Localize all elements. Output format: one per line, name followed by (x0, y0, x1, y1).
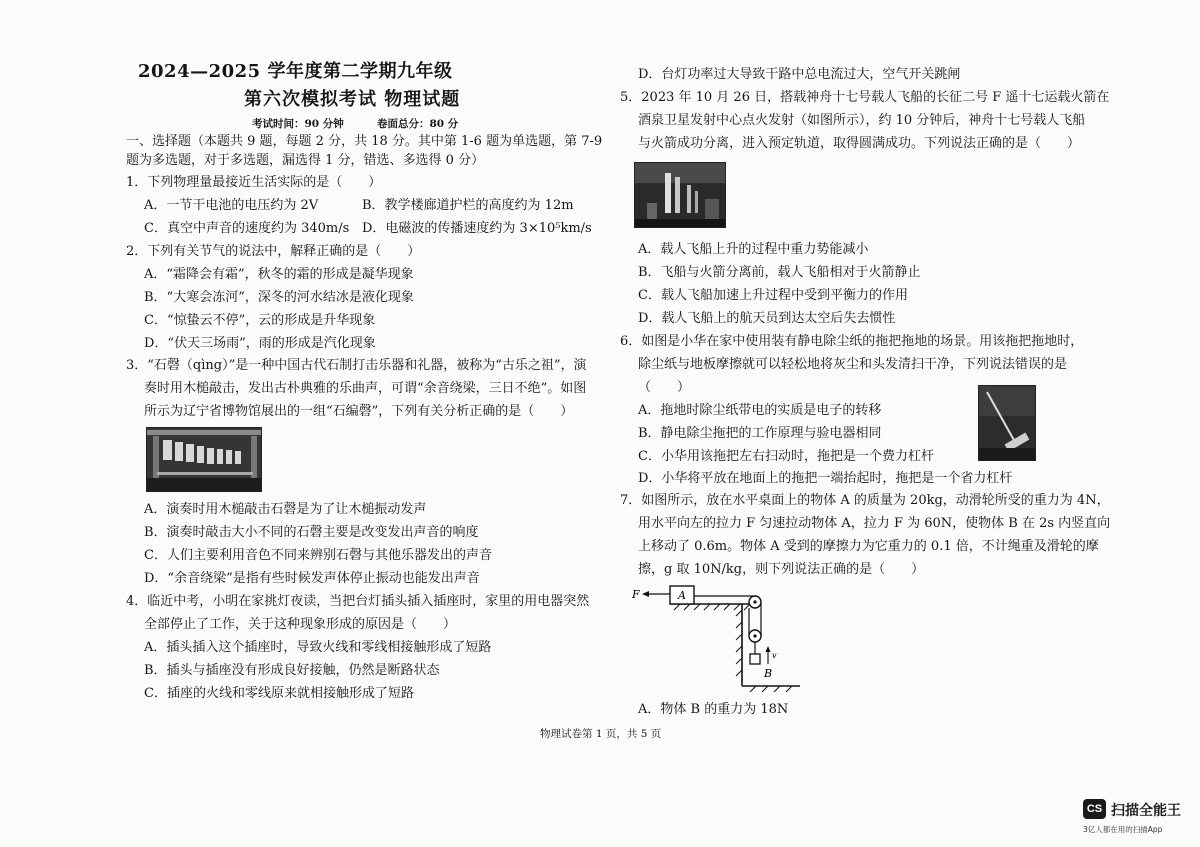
label-f: F (632, 588, 640, 601)
q3-stem-line3: 所示为辽宁省博物馆展出的一组“石编磬”，下列有关分析正确的是（ ） (144, 404, 574, 419)
rocket-launch-photo (634, 162, 726, 228)
q1-stem: 1．下列物理量最接近生活实际的是（ ） (126, 175, 382, 190)
q2-stem: 2．下列有关节气的说法中，解释正确的是（ ） (126, 244, 421, 259)
table-hatch (674, 604, 750, 610)
exam-title-line2: 第六次模拟考试 物理试题 (244, 89, 461, 110)
q7-stem-line1: 7．如图所示，放在水平桌面上的物体 A 的质量为 20kg，动滑轮所受的重力为 4N， (620, 493, 1110, 508)
force-arrowhead (642, 591, 649, 597)
camscanner-badge-icon: CS (1083, 799, 1106, 819)
q3-stem-line1: 3．“石磬（qìng）”是一种中国古代石制打击乐器和礼器，被称为“古乐之祖”，演 (126, 358, 587, 373)
q2-option-d: D．“伏天三场雨”，雨的形成是汽化现象 (144, 336, 376, 351)
q4-stem-line2: 全部停止了工作，关于这种现象形成的原因是（ ） (144, 617, 457, 632)
exam-title-line1: 2024—2025 学年度第二学期九年级 (138, 61, 453, 82)
label-b: B (764, 667, 773, 680)
camscanner-tagline: 3亿人都在用的扫描App (1083, 825, 1163, 834)
q6-stem-line2: 除尘纸与地板摩擦就可以轻松地将灰尘和头发清扫干净，下列说法错误的是 (638, 357, 1068, 372)
q5-stem-line1: 5．2023 年 10 月 26 日，搭载神舟十七号载人飞船的长征二号 F 遥十七运载火箭在 (620, 90, 1110, 105)
q6-option-c: C．小华用该拖把左右扫动时，拖把是一个费力杠杆 (638, 449, 934, 464)
q4-stem-line1: 4．临近中考，小明在家挑灯夜读，当把台灯插头插入插座时，家里的用电器突然 (126, 594, 590, 609)
section-heading-line1: 一、选择题（本题共 9 题，每题 2 分，共 18 分。其中第 1-6 题为单选题，第 7-9 (126, 134, 603, 149)
q3-option-a: A．演奏时用木槌敲击石磬是为了让木槌振动发声 (144, 502, 427, 517)
q2-option-c: C．“惊蛰云不停”，云的形成是升华现象 (144, 313, 376, 328)
q3-option-c: C．人们主要利用音色不同来辨别石磬与其他乐器发出的声音 (144, 548, 492, 563)
exam-time: 考试时间：90 分钟 (252, 118, 344, 130)
q5-stem-line3: 与火箭成功分离，进入预定轨道，取得圆满成功。下列说法正确的是（ ） (638, 136, 1081, 151)
q7-stem-line4: 擦，g 取 10N/kg，则下列说法正确的是（ ） (638, 562, 925, 577)
q3-option-b: B．演奏时敲击大小不同的石磬主要是改变发出声音的响度 (144, 525, 479, 540)
q1-option-c: C．真空中声音的速度约为 340m/s (144, 221, 350, 236)
label-v: v (772, 651, 777, 660)
pulley-diagram (630, 580, 810, 692)
q7-option-a: A．物体 B 的重力为 18N (638, 702, 789, 717)
q5-option-b: B．飞船与火箭分离前，载人飞船相对于火箭静止 (638, 265, 921, 280)
q2-option-b: B．“大寒会冻河”，深冬的河水结冰是液化现象 (144, 290, 414, 305)
page-footer: 物理试卷第 1 页，共 5 页 (540, 728, 662, 740)
total-score: 卷面总分：80 分 (377, 118, 459, 130)
q1-option-d: D．电磁波的传播速度约为 3×10⁵km/s (362, 221, 592, 236)
q4-option-a: A．插头插入这个插座时，导致火线和零线相接触形成了短路 (144, 640, 492, 655)
q3-option-d: D．“余音绕梁”是指有些时候发声体停止振动也能发出声音 (144, 571, 480, 586)
q4-option-b: B．插头与插座没有形成良好接触，仍然是断路状态 (144, 663, 440, 678)
q3-stem-line2: 奏时用木槌敲击，发出古朴典雅的乐曲声，可谓“余音绕梁，三日不绝”。如图 (144, 381, 587, 396)
q5-option-c: C．载人飞船加速上升过程中受到平衡力的作用 (638, 288, 908, 303)
q6-stem-line1: 6．如图是小华在家中使用装有静电除尘纸的拖把拖地的场景。用该拖把拖地时， (620, 334, 1084, 349)
q4-option-d: D．台灯功率过大导致干路中总电流过大，空气开关跳闸 (638, 67, 961, 82)
q6-stem-line3: （ ） (638, 380, 691, 395)
q6-option-b: B．静电除尘拖把的工作原理与验电器相同 (638, 426, 882, 441)
q5-option-d: D．载人飞船上的航天员到达太空后失去惯性 (638, 311, 896, 326)
q7-stem-line2: 用水平向左的拉力 F 匀速拉动物体 A，拉力 F 为 60N，使物体 B 在 2s 内竖直向 (638, 516, 1111, 531)
q6-option-d: D．小华将平放在地面上的拖把一端抬起时，拖把是一个省力杠杆 (638, 471, 1013, 486)
block-b (750, 654, 760, 664)
section-heading-line2: 题为多选题，对于多选题，漏选得 1 分，错选、多选得 0 分） (126, 153, 485, 168)
camscanner-name: 扫描全能王 (1111, 803, 1181, 819)
q5-stem-line2: 酒泉卫星发射中心点火发射（如图所示），约 10 分钟后，神舟十七号载人飞船 (638, 113, 1086, 128)
q1-option-b: B．教学楼廊道护栏的高度约为 12m (362, 198, 574, 213)
q2-option-a: A．“霜降会有霜”，秋冬的霜的形成是凝华现象 (144, 267, 414, 282)
label-a: A (678, 589, 686, 602)
mop-photo (978, 385, 1036, 461)
q7-stem-line3: 上移动了 0.6m。物体 A 受到的摩擦力为它重力的 0.1 倍，不计绳重及滑轮的摩 (638, 539, 1099, 554)
q4-option-c: C．插座的火线和零线原来就相接触形成了短路 (144, 686, 414, 701)
q6-option-a: A．拖地时除尘纸带电的实质是电子的转移 (638, 403, 882, 418)
q5-option-a: A．载人飞船上升的过程中重力势能减小 (638, 242, 869, 257)
camscanner-watermark (1083, 799, 1193, 839)
stone-chimes-photo (146, 427, 262, 492)
q1-option-a: A．一节干电池的电压约为 2V (144, 198, 319, 213)
